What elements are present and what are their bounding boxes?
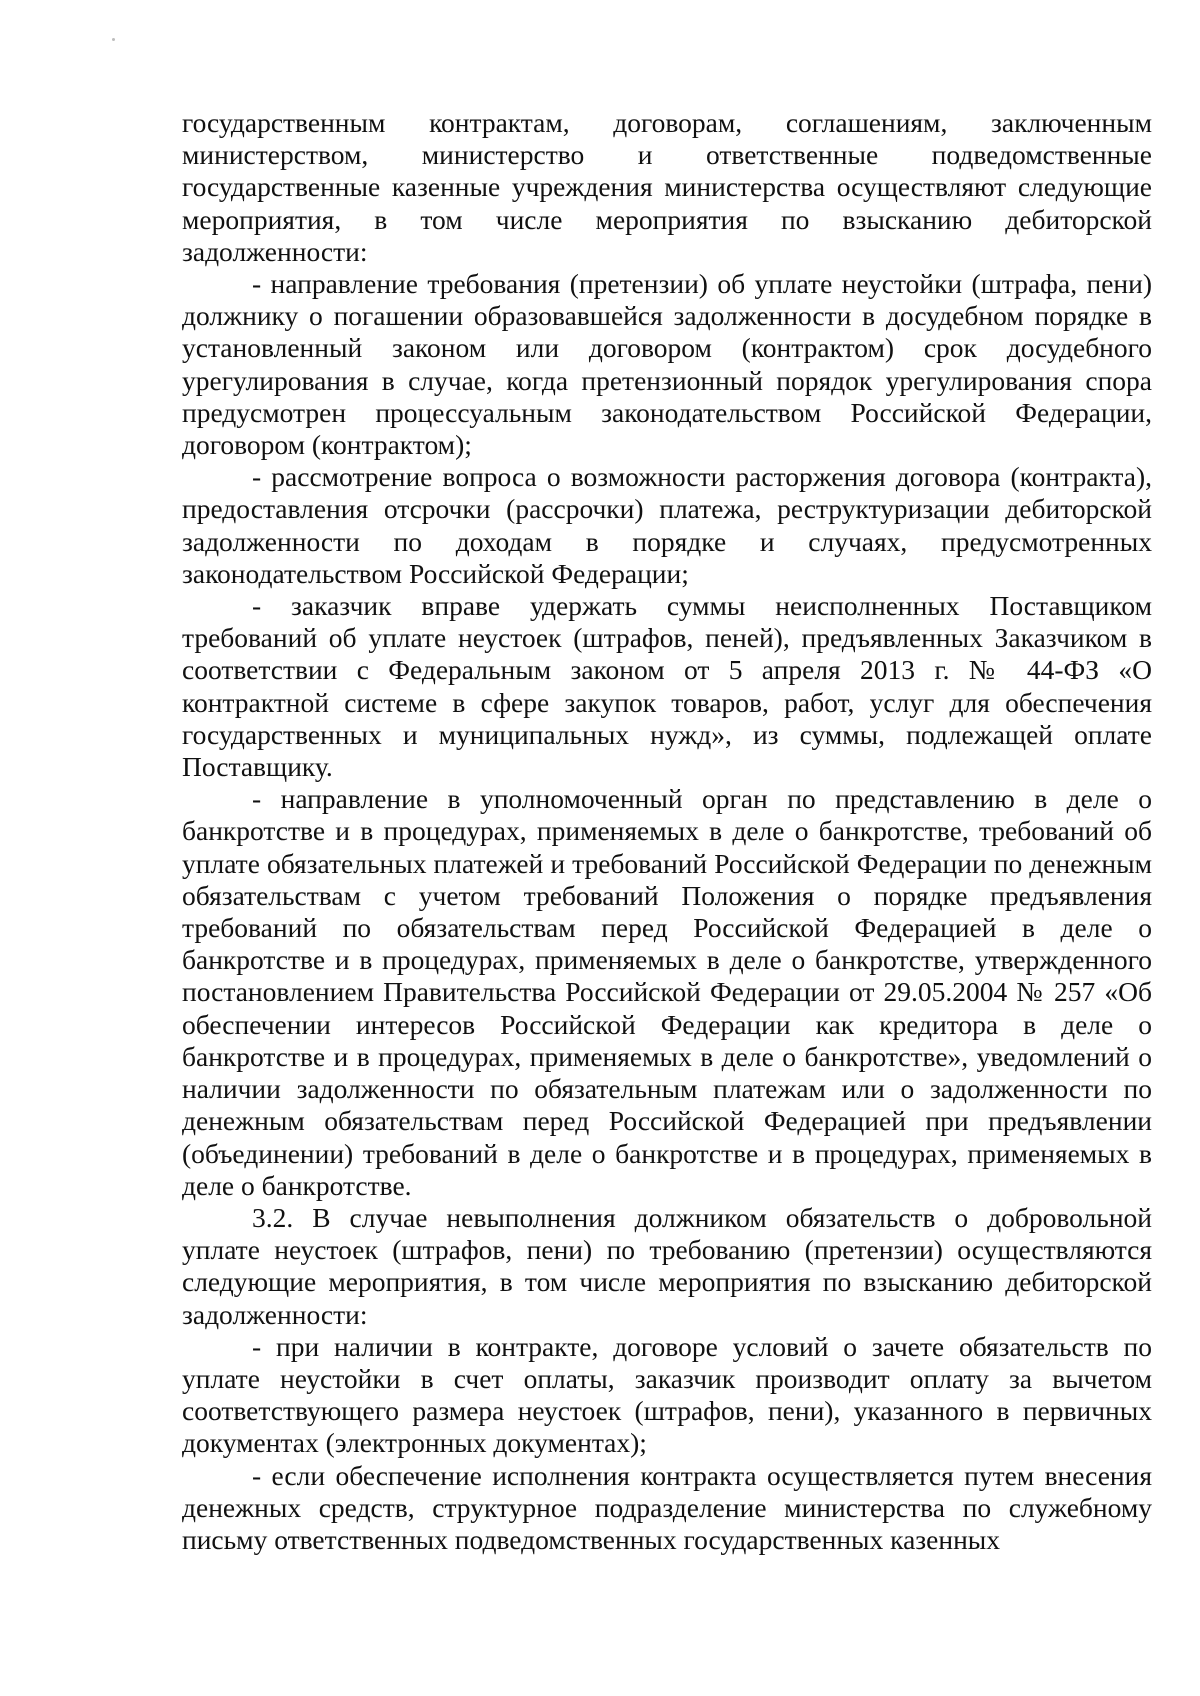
- scan-dot: [112, 38, 115, 41]
- paragraph-claim-demand: - направление требования (претензии) об уплате неустойки (штрафа, пени) должнику о погашении образовавшейся задолженности в досудебном порядке в установленный законом или договором (контрактом) срок досудебного урегулирования в случае, когда претензионный порядок урегулирования спора предусмотрен процессуальным законодательством Российской Федерации, договором (контрактом);: [182, 268, 1152, 461]
- paragraph-section-3-2: 3.2. В случае невыполнения должником обязательств о добровольной уплате неустоек (штрафов, пени) по требованию (претензии) осуществляются следующие мероприятия, в том числе мероприятия по взысканию дебиторской задолженности:: [182, 1201, 1152, 1330]
- paragraph-contract-termination: - рассмотрение вопроса о возможности расторжения договора (контракта), предоставления отсрочки (рассрочки) платежа, реструктуризации дебиторской задолженности по доходам в порядке и случаях, предусмотренных законодательством Российской Федерации;: [182, 461, 1152, 589]
- paragraph-offset-payment: - при наличии в контракте, договоре условий о зачете обязательств по уплате неустойки в счет оплаты, заказчик производит оплату за вычетом соответствующего размера неустоек (штрафов, пени), указанного в первичных документах (электронных документах);: [182, 1330, 1152, 1459]
- document-body: [182, 107, 1152, 1556]
- paragraph-security-deposit: - если обеспечение исполнения контракта осуществляется путем внесения денежных средств, структурное подразделение министерства по служебному письму ответственных подведомственных государственных казенных: [182, 1459, 1152, 1555]
- paragraph-intro: государственным контрактам, договорам, соглашениям, заключенным министерством, министерство и ответственные подведомственные государственные казенные учреждения министерства осуществляют следующие мероприятия, в том числе мероприятия по взысканию дебиторской задолженности:: [182, 107, 1152, 267]
- paragraph-customer-withhold: - заказчик вправе удержать суммы неисполненных Поставщиком требований об уплате неустоек (штрафов, пеней), предъявленных Заказчиком в соответствии с Федеральным законом от 5 апреля 2013 г. № 44-ФЗ «О контрактной системе в сфере закупок товаров, работ, услуг для обеспечения государственных и муниципальных нужд», из суммы, подлежащей оплате Поставщику.: [182, 590, 1152, 783]
- paragraph-bankruptcy-claims: - направление в уполномоченный орган по представлению в деле о банкротстве и в процедурах, применяемых в деле о банкротстве, требований об уплате обязательных платежей и требований Российской Федерации по денежным обязательствам с учетом требований Положения о порядке предъявления требований по обязательствам перед Российской Федерацией в деле о банкротстве и в процедурах, применяемых в деле о банкротстве, утвержденного постановлением Правительства Российской Федерации от 29.05.2004 № 257 «Об обеспечении интересов Российской Федерации как кредитора в деле о банкротстве и в процедурах, применяемых в деле о банкротстве», уведомлений о наличии задолженности по обязательным платежам или о задолженности по денежным обязательствам перед Российской Федерацией при предъявлении (объединении) требований в деле о банкротстве и в процедурах, применяемых в деле о банкротстве.: [182, 783, 1152, 1201]
